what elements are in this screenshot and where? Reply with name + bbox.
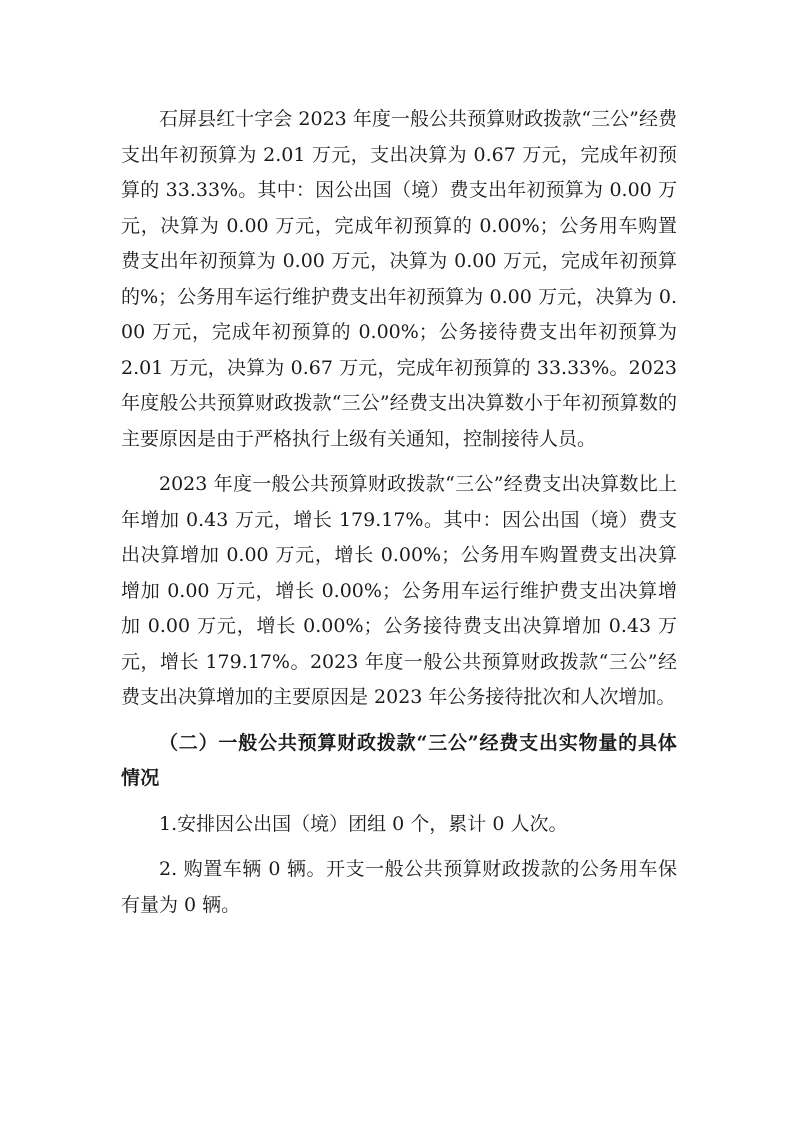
section-heading-physical-quantity: （二）一般公共预算财政拨款“三公”经费支出实物量的具体情况 bbox=[121, 731, 677, 789]
paragraph-budget-summary: 石屏县红十字会 2023 年度一般公共预算财政拨款“三公”经费支出年初预算为 2.01 万元，支出决算为 0.67 万元，完成年初预算的 33.33%。其中：因公出国（境）费支出年初预算为 0.00 万元，决算为 0.00 万元，完成年初预算的 0.00%；公务用车购置费支出年初预算为 0.00 万元，决算为 0.00 万元，完成年初预算的%；公务用车运行维护费支出年初预算为 0.00 万元，决算为 0.00 万元，完成年初预算的 0.00%；公务接待费支出年初预算为 2.01 万元，决算为 0.67 万元，完成年初预算的 33.33%。2023 年度般公共预算财政拨款“三公”经费支出决算数小于年初预算数的主要原因是由于严格执行上级有关通知，控制接待人员。 bbox=[121, 108, 677, 450]
paragraph-overseas-groups: 1.安排因公出国（境）团组 0 个，累计 0 人次。 bbox=[159, 812, 568, 835]
paragraph-vehicle-purchase: 2. 购置车辆 0 辆。开支一般公共预算财政拨款的公务用车保有量为 0 辆。 bbox=[121, 858, 677, 916]
paragraph-year-comparison: 2023 年度一般公共预算财政拨款“三公”经费支出决算数比上年增加 0.43 万元，增长 179.17%。其中：因公出国（境）费支出决算增加 0.00 万元，增长 0.00%；公务用车购置费支出决算增加 0.00 万元，增长 0.00%；公务用车运行维护费支出决算增加 0.00 万元，增长 0.00%；公务接待费支出决算增加 0.43 万元，增长 179.17%。2023 年度一般公共预算财政拨款“三公”经费支出决算增加的主要原因是 2023 年公务接待批次和人次增加。 bbox=[121, 473, 677, 708]
document-body bbox=[121, 102, 677, 923]
